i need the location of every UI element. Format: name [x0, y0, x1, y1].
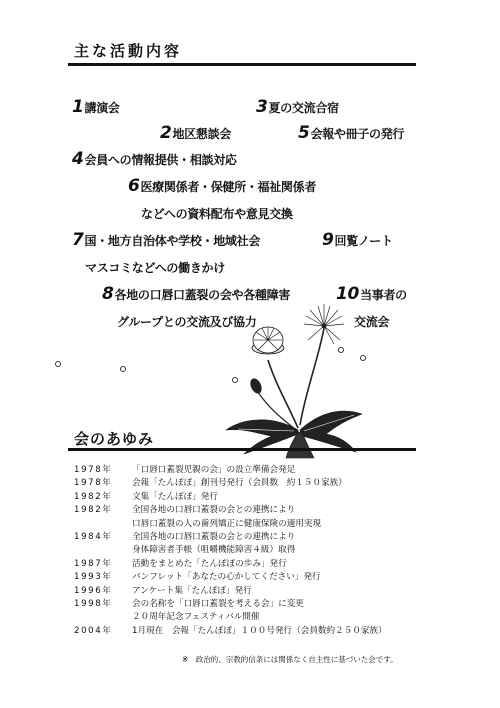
history-year: 1987年: [74, 558, 113, 569]
activity-text: グループとの交流及び協力: [117, 315, 257, 329]
history-row: [74, 504, 444, 517]
activity-item-9: [322, 230, 393, 250]
history-text: 全国各地の口唇口蓋裂の会との連携により: [132, 505, 296, 516]
activity-number: 8: [102, 284, 114, 304]
history-row: [74, 518, 444, 531]
seed-dot: [120, 366, 126, 372]
history-text: 口唇口蓋裂の人の歯列矯正に健康保険の適用実現: [132, 518, 322, 529]
activity-item-2: [160, 123, 231, 143]
history-year: 1998年: [74, 598, 113, 609]
activity-text: 地区懇談会: [172, 127, 232, 141]
activity-text: 夏の交流合宿: [268, 101, 339, 115]
history-text: 会報「たんぽぽ」創刊号発行（会員数 約１５０家族）: [132, 478, 347, 489]
activity-item-3: [256, 97, 339, 117]
history-title: 会のあゆみ: [74, 430, 155, 448]
history-row: [74, 611, 444, 624]
activity-number: 3: [256, 97, 268, 117]
activity-text: 各地の口唇口蓋裂の会や各種障害: [114, 288, 291, 302]
history-year: 1984年: [74, 531, 113, 542]
history-row: [74, 625, 444, 638]
history-title-rule: [68, 448, 416, 451]
history-text: 全国各地の口唇口蓋裂の会との連携により: [132, 531, 296, 542]
history-text: パンフレット「あなたの心かしてください」発行: [132, 572, 321, 583]
activity-text: 医療関係者・保健所・福祉関係者: [140, 180, 317, 194]
activity-number: 4: [72, 149, 84, 169]
activity-text: 交流会: [354, 315, 390, 329]
history-text: 活動をまとめた「たんぽぽの歩み」発行: [132, 558, 287, 569]
history-text: 「口唇口蓋裂児親の会」の設立準備会発足: [132, 465, 296, 475]
activity-number: 9: [322, 230, 334, 250]
activities-title: 主な活動内容: [74, 42, 183, 60]
activity-text: 国・地方自治体や学校・地域社会: [84, 234, 261, 248]
history-text: 1月現在 会報「たんぽぽ」１００号発行（会員数約２５０家族）: [132, 625, 387, 636]
history-text: 文集「たんぽぽ」発行: [132, 491, 218, 502]
history-year: 1982年: [74, 505, 113, 516]
history-year: 2004年: [74, 625, 113, 636]
activity-item-7-cont: [85, 259, 225, 276]
activity-number: 1: [72, 97, 84, 117]
history-year: [74, 518, 132, 531]
history-row: [74, 491, 444, 504]
history-year: [74, 544, 132, 557]
activity-item-7: [72, 230, 260, 250]
activity-text: マスコミなどへの働きかけ: [85, 261, 225, 275]
activity-text: 当事者の: [360, 288, 407, 302]
activity-item-4: [72, 149, 237, 169]
activity-text: などへの資料配布や意見交換: [141, 207, 293, 221]
history-year: 1982年: [74, 491, 113, 502]
history-list: [74, 464, 444, 638]
activity-item-1: [72, 97, 120, 117]
history-row: [74, 558, 444, 571]
history-text: アンケート集「たんぽぽ」発行: [132, 585, 252, 596]
activity-text: 会員への情報提供・相談対応: [84, 153, 237, 167]
activity-number: 7: [72, 230, 84, 250]
history-text: 身体障害者手帳（咀嚼機能障害４級）取得: [132, 545, 296, 556]
history-year: 1996年: [74, 585, 113, 596]
activity-item-5: [298, 123, 404, 143]
activity-item-6-cont: [141, 205, 293, 222]
history-row: [74, 585, 444, 598]
history-year: 1978年: [74, 465, 113, 475]
activity-number: 10: [336, 284, 360, 304]
dandelion-illustration: [222, 300, 364, 460]
history-text: 会の名称を「口唇口蓋裂を考える会」に変更: [132, 598, 304, 609]
history-year: 1978年: [74, 478, 113, 489]
activity-text: 講演会: [84, 101, 120, 115]
history-row: [74, 571, 444, 584]
history-year: [74, 611, 132, 624]
history-text: ２０周年記念フェスティバル開催: [132, 612, 260, 623]
history-row: [74, 477, 444, 490]
activity-number: 2: [160, 123, 172, 143]
activity-number: 5: [298, 123, 310, 143]
history-row: [74, 531, 444, 544]
footnote: ※ 政治的、宗教的信条には関係なく自主性に基づいた会です。: [182, 655, 398, 664]
history-year: 1993年: [74, 572, 113, 583]
history-row: [74, 464, 444, 477]
activity-item-6: [128, 176, 316, 196]
activity-text: 回覧ノート: [334, 234, 393, 248]
history-row: [74, 544, 444, 557]
seed-dot: [55, 361, 61, 367]
history-row: [74, 598, 444, 611]
activities-title-rule: [68, 63, 416, 66]
activity-text: 会報や冊子の発行: [310, 127, 405, 141]
activity-number: 6: [128, 176, 140, 196]
